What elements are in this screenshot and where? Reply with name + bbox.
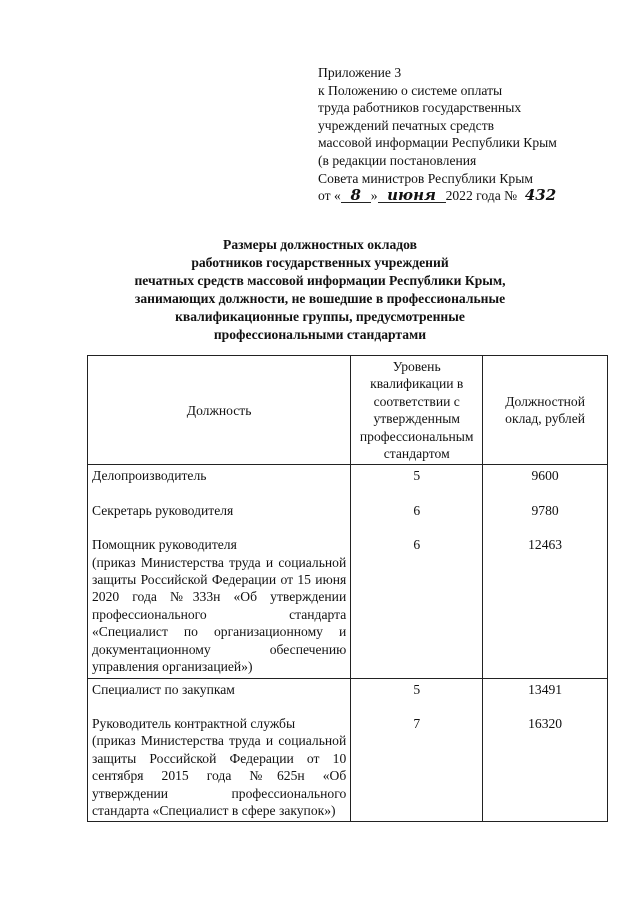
handwritten-month: июня bbox=[378, 188, 446, 203]
header-position: Должность bbox=[88, 356, 351, 465]
position-name: Секретарь руководителя bbox=[92, 502, 234, 518]
title-line: занимающих должности, не вошедшие в профессиональные bbox=[134, 291, 506, 306]
level-value: 7 bbox=[413, 715, 421, 731]
level-value: 5 bbox=[413, 681, 421, 697]
position-name: Делопроизводитель bbox=[92, 468, 207, 484]
level-value: 6 bbox=[413, 537, 421, 553]
salary-table bbox=[87, 355, 608, 822]
salary-value: 13491 bbox=[528, 681, 563, 697]
salary-cell bbox=[483, 465, 608, 678]
date-prefix: от « bbox=[318, 188, 341, 204]
title-line: печатных средств массовой информации Республики Крым, bbox=[134, 273, 506, 288]
position-cell bbox=[88, 678, 351, 822]
appendix-line: труда работников государственных bbox=[318, 100, 522, 116]
year-text: 2022 года № bbox=[445, 188, 518, 204]
header-salary: Должностной оклад, рублей bbox=[483, 356, 608, 465]
document-title bbox=[80, 236, 560, 344]
position-name: Руководитель контрактной службы bbox=[92, 715, 296, 731]
resolution-date-line bbox=[318, 187, 618, 205]
salary-value: 16320 bbox=[528, 715, 563, 731]
salary-value: 12463 bbox=[528, 537, 563, 553]
table-header-row bbox=[88, 356, 608, 465]
handwritten-doc-number: 432 bbox=[524, 186, 557, 205]
position-cell bbox=[88, 465, 351, 678]
level-cell bbox=[351, 678, 483, 822]
title-line: работников государственных учреждений bbox=[191, 255, 449, 270]
appendix-line: учреждений печатных средств bbox=[318, 117, 495, 133]
position-name: Специалист по закупкам bbox=[92, 681, 235, 697]
level-value: 6 bbox=[413, 502, 421, 518]
title-line: профессиональными стандартами bbox=[213, 327, 427, 342]
position-note: (приказ Министерства труда и социальной защиты Российской Федерации от 15 июня 2020 года №333н «Об утверждении профессионального стандарта «Специалист по организационному и документационному обеспечению управления организацией») bbox=[92, 554, 347, 675]
salary-value: 9600 bbox=[531, 468, 559, 484]
table-row-group-1 bbox=[88, 465, 608, 678]
level-value: 5 bbox=[413, 468, 421, 484]
salary-cell bbox=[483, 678, 608, 822]
table-row-group-2 bbox=[88, 678, 608, 822]
title-line: квалификационные группы, предусмотренные bbox=[175, 309, 465, 324]
appendix-line: массовой информации Республики Крым bbox=[318, 135, 557, 151]
position-name: Помощник руководителя bbox=[92, 537, 237, 553]
salary-value: 9780 bbox=[531, 502, 559, 518]
appendix-line: Совета министров Республики Крым bbox=[318, 170, 533, 186]
appendix-line: (в редакции постановления bbox=[318, 152, 477, 168]
header-qualification-level: Уровень квалификации в соответствии с утвержденным профессиональным стандартом bbox=[351, 356, 483, 465]
level-cell bbox=[351, 465, 483, 678]
appendix-header bbox=[318, 64, 618, 205]
position-note: (приказ Министерства труда и социальной защиты Российской Федерации от 10 сентября 2015 года №625н «Об утверждении профессионального стандарта «Специалист в сфере закупок») bbox=[92, 733, 347, 818]
appendix-line: к Положению о системе оплаты bbox=[318, 82, 503, 98]
title-line: Размеры должностных окладов bbox=[223, 237, 417, 252]
appendix-line: Приложение 3 bbox=[318, 65, 402, 80]
date-mid: » bbox=[370, 188, 378, 204]
handwritten-day: 8 bbox=[341, 188, 371, 203]
